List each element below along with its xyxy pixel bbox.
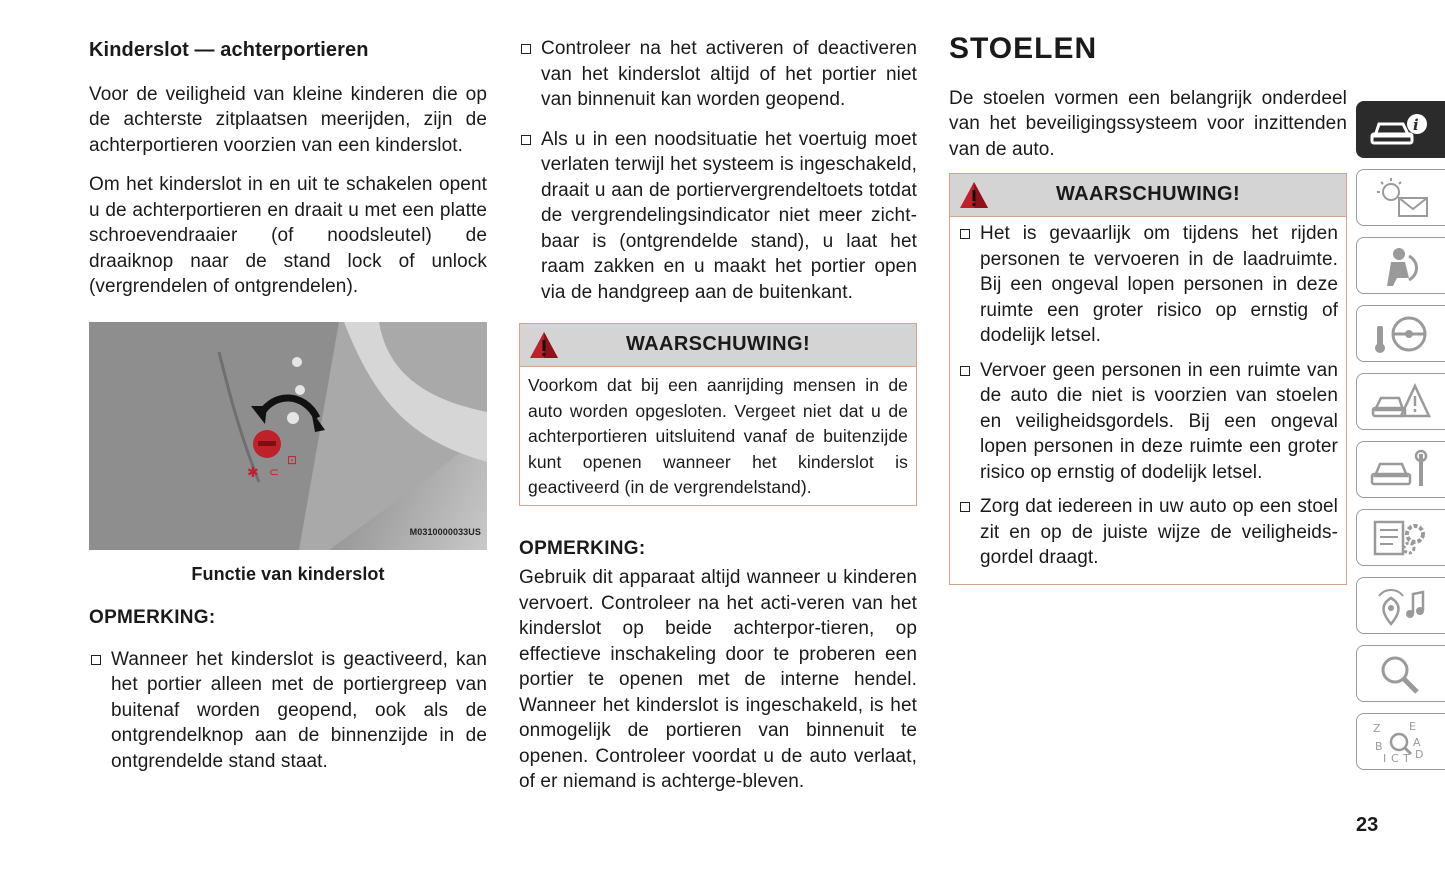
warning-header — [950, 174, 1346, 217]
warning-triangle-icon — [528, 330, 560, 360]
svg-text:Z: Z — [1373, 721, 1381, 735]
svg-text:i: i — [1413, 115, 1419, 134]
svg-text:T: T — [1403, 751, 1410, 764]
bullet-item: Controleer na het activeren of deactiveren van het kinderslot altijd of het portier niet van binnenuit kan worden geopend. — [519, 36, 917, 113]
warning-title: WAARSCHUWING! — [625, 333, 811, 356]
note-heading: OPMERKING: — [519, 537, 646, 559]
svg-text:I: I — [1383, 751, 1387, 764]
warning-bullet: Het is gevaarlijk om tijdens het rijden personen te vervoeren in de laadruimte. Bij een ongeval lopen personen in deze ruimte een groter risico op ernstig of dodelijk letsel. — [958, 221, 1338, 349]
door-illustration — [89, 322, 487, 550]
tab-alphabetical-index[interactable] — [1356, 713, 1445, 770]
left-column — [89, 36, 487, 788]
warning-text: Voorkom dat bij een aanrijding mensen in de auto worden opgesloten. Vergeet niet dat u de achterportieren uitsluitend vanaf de buitenzijde kunt openen wanneer het kinderslot is geactiveerd (in de vergrendelstand). — [528, 375, 908, 497]
middle-column — [519, 36, 917, 809]
svg-text:D: D — [1415, 747, 1424, 761]
tab-safety[interactable] — [1356, 237, 1445, 294]
tab-index-search[interactable] — [1356, 645, 1445, 702]
roadside-warning-icon — [1369, 380, 1433, 424]
page-title: STOELEN — [949, 32, 1098, 65]
svg-text:E: E — [1409, 719, 1416, 733]
right-column — [949, 32, 1347, 615]
search-index-icon — [1369, 652, 1433, 696]
paragraph: Voor de veiligheid van kleine kinderen die op de achterste zitplaatsen meerijden, zijn de achterportieren voorzien van een kinderslot. — [89, 83, 487, 156]
tab-emergency[interactable] — [1356, 373, 1445, 430]
steering-wheel-key-icon — [1369, 312, 1433, 356]
bullet-item: Als u in een noodsituatie het voertuig moet verlaten terwijl het systeem is ingeschakeld, draait u aan de portiervergrendeltoets totdat de vergrendelingsindicator niet meer zicht-baar is (ontgrendelde stand), u laat het raam zakken en u maakt het portier open via de handgreep aan de buitenkant. — [519, 127, 917, 306]
child-lock-figure — [89, 322, 487, 550]
svg-text:✱: ✱ — [247, 464, 259, 481]
warning-bullet: Zorg dat iedereen in uw auto op een stoel zit en op de juiste wijze de veiligheids-gordel draagt. — [958, 494, 1338, 571]
note-heading: OPMERKING: — [89, 607, 216, 628]
svg-text:⊡: ⊡ — [287, 452, 298, 467]
warning-box — [949, 173, 1347, 585]
warning-lights-message-icon — [1369, 176, 1433, 220]
paragraph: Om het kinderslot in en uit te schakelen opent u de achterportieren en draait u met een platte schroevendraaier (of noodsleutel) de draaiknop naar de stand lock of unlock (vergrendelen of ontgrendelen). — [89, 174, 487, 297]
note-bullet: Wanneer het kinderslot is geactiveerd, kan het portier alleen met de portiergreep van buitenaf worden geopend, ook als de ontgrendelknop aan de binnenzijde in de ontgrendelde stand staat. — [89, 647, 487, 775]
specifications-gear-icon — [1369, 516, 1433, 560]
section-heading: Kinderslot — achterportieren — [89, 39, 369, 61]
note-text: Gebruik dit apparaat altijd wanneer u kinderen vervoert. Controleer na het acti-veren van het kinderslot op beide achterpor-tieren, op effectieve inschakeling door te proberen een portier te openen met de interne hendel. Wanneer het kinderslot is ingeschakeld, is het onmogelijk de portieren van binnenuit te openen. Controleer voordat u de auto verlaat, of er niemand is achterge-bleven. — [519, 567, 917, 792]
svg-text:B: B — [1375, 739, 1383, 753]
svg-text:⊂: ⊂ — [269, 464, 280, 479]
chapter-tabs — [1356, 101, 1445, 781]
svg-text:A: A — [1413, 735, 1421, 749]
multimedia-icon — [1369, 584, 1433, 628]
warning-box — [519, 323, 917, 506]
alphabetical-index-icon — [1369, 720, 1433, 764]
tab-starting-driving[interactable] — [1356, 305, 1445, 362]
figure-code: M0310000033US — [409, 527, 481, 537]
warning-header — [520, 324, 916, 367]
tab-warning-lights[interactable] — [1356, 169, 1445, 226]
page-number: 23 — [1356, 814, 1379, 836]
svg-text:C: C — [1391, 751, 1399, 764]
tab-servicing[interactable] — [1356, 441, 1445, 498]
intro-paragraph: De stoelen vormen een belangrijk onderdeel van het beveiligingssysteem voor inzittenden van de auto. — [949, 87, 1347, 160]
car-service-icon — [1369, 448, 1433, 492]
car-info-icon — [1369, 110, 1433, 150]
warning-bullet: Vervoer geen personen in een ruimte van de auto die niet is voorzien van stoelen en veiligheidsgordels. Bij een ongeval lopen personen in deze ruimte een groter risico op ernstig of dodelijk letsel. — [958, 358, 1338, 486]
tab-technical-specs[interactable] — [1356, 509, 1445, 566]
warning-triangle-icon — [958, 180, 990, 210]
airbag-seat-icon — [1369, 244, 1433, 288]
tab-car-info[interactable] — [1356, 101, 1445, 158]
warning-title: WAARSCHUWING! — [1055, 183, 1241, 206]
figure-caption: Functie van kinderslot — [191, 563, 385, 584]
tab-multimedia[interactable] — [1356, 577, 1445, 634]
